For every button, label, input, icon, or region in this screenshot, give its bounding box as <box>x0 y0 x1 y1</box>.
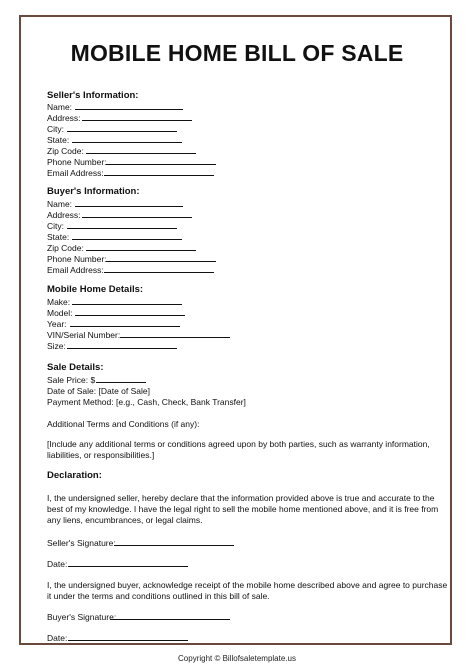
home-make-label: Make: <box>47 297 71 307</box>
seller-address-label: Address: <box>47 113 81 123</box>
buyer-email-label: Email Address: <box>47 265 104 275</box>
seller-zip-label: Zip Code: <box>47 146 84 156</box>
seller-declaration-line-1: I, the undersigned seller, hereby declare that the information provided above is true and accurate to the <box>47 493 435 503</box>
seller-date-label: Date: <box>47 559 68 569</box>
seller-address-field[interactable] <box>82 120 192 121</box>
terms-text-line-1: [Include any additional terms or conditions agreed upon by both parties, such as warranty information, <box>47 439 430 449</box>
buyer-city-label: City: <box>47 221 64 231</box>
buyer-declaration-line-2: it under the terms and conditions outlined in this bill of sale. <box>47 591 270 601</box>
home-year-field[interactable] <box>70 326 180 327</box>
buyer-city-field[interactable] <box>67 228 177 229</box>
seller-phone-label: Phone Number: <box>47 157 107 167</box>
buyer-address-label: Address: <box>47 210 81 220</box>
buyer-date-field[interactable] <box>68 640 188 641</box>
seller-declaration-line-3: any liens, encumbrances, or legal claims. <box>47 515 203 525</box>
terms-text-line-2: liabilities, or responsibilities.] <box>47 450 155 460</box>
buyer-email-field[interactable] <box>104 272 214 273</box>
seller-state-label: State: <box>47 135 70 145</box>
seller-name-label: Name: <box>47 102 73 112</box>
buyer-state-field[interactable] <box>72 239 182 240</box>
home-size-field[interactable] <box>67 348 177 349</box>
seller-signature-field[interactable] <box>114 545 234 546</box>
home-model-label: Model: <box>47 308 73 318</box>
buyer-state-label: State: <box>47 232 70 242</box>
home-size-label: Size: <box>47 341 66 351</box>
seller-name-field[interactable] <box>75 109 183 110</box>
home-make-field[interactable] <box>72 304 182 305</box>
seller-city-field[interactable] <box>67 131 177 132</box>
additional-terms-label: Additional Terms and Conditions (if any): <box>47 419 200 429</box>
buyer-zip-field[interactable] <box>86 250 196 251</box>
home-model-field[interactable] <box>75 315 185 316</box>
copyright-footer: Copyright © Billofsaletemplate.us <box>178 654 296 663</box>
home-year-label: Year: <box>47 319 67 329</box>
buyer-phone-label: Phone Number: <box>47 254 107 264</box>
home-vin-field[interactable] <box>120 337 230 338</box>
seller-signature-label: Seller's Signature: <box>47 538 116 548</box>
seller-heading: Seller's Information: <box>47 90 139 101</box>
home-vin-label: VIN/Serial Number: <box>47 330 121 340</box>
buyer-phone-field[interactable] <box>106 261 216 262</box>
sale-details-heading: Sale Details: <box>47 362 104 373</box>
buyer-declaration-line-1: I, the undersigned buyer, acknowledge receipt of the mobile home described above and agree to purchase <box>47 580 448 590</box>
buyer-name-label: Name: <box>47 199 73 209</box>
buyer-zip-label: Zip Code: <box>47 243 84 253</box>
payment-method: Payment Method: [e.g., Cash, Check, Bank Transfer] <box>47 397 246 407</box>
buyer-signature-label: Buyer's Signature: <box>47 612 117 622</box>
seller-phone-field[interactable] <box>106 164 216 165</box>
document-title: MOBILE HOME BILL OF SALE <box>70 40 404 66</box>
home-details-heading: Mobile Home Details: <box>47 284 144 295</box>
buyer-heading: Buyer's Information: <box>47 186 140 197</box>
declaration-heading: Declaration: <box>47 470 102 481</box>
seller-email-field[interactable] <box>104 175 214 176</box>
seller-declaration-line-2: best of my knowledge. I have the legal right to sell the mobile home mentioned above, and it is free from <box>47 504 439 514</box>
seller-state-field[interactable] <box>72 142 182 143</box>
buyer-date-label: Date: <box>47 633 68 643</box>
seller-date-field[interactable] <box>68 566 188 567</box>
seller-city-label: City: <box>47 124 64 134</box>
sale-price-field[interactable] <box>96 382 146 383</box>
sale-price-label: Sale Price: $ <box>47 375 96 385</box>
buyer-signature-field[interactable] <box>110 619 230 620</box>
buyer-address-field[interactable] <box>82 217 192 218</box>
buyer-name-field[interactable] <box>75 206 183 207</box>
seller-email-label: Email Address: <box>47 168 104 178</box>
seller-zip-field[interactable] <box>86 153 196 154</box>
sale-date: Date of Sale: [Date of Sale] <box>47 386 151 396</box>
